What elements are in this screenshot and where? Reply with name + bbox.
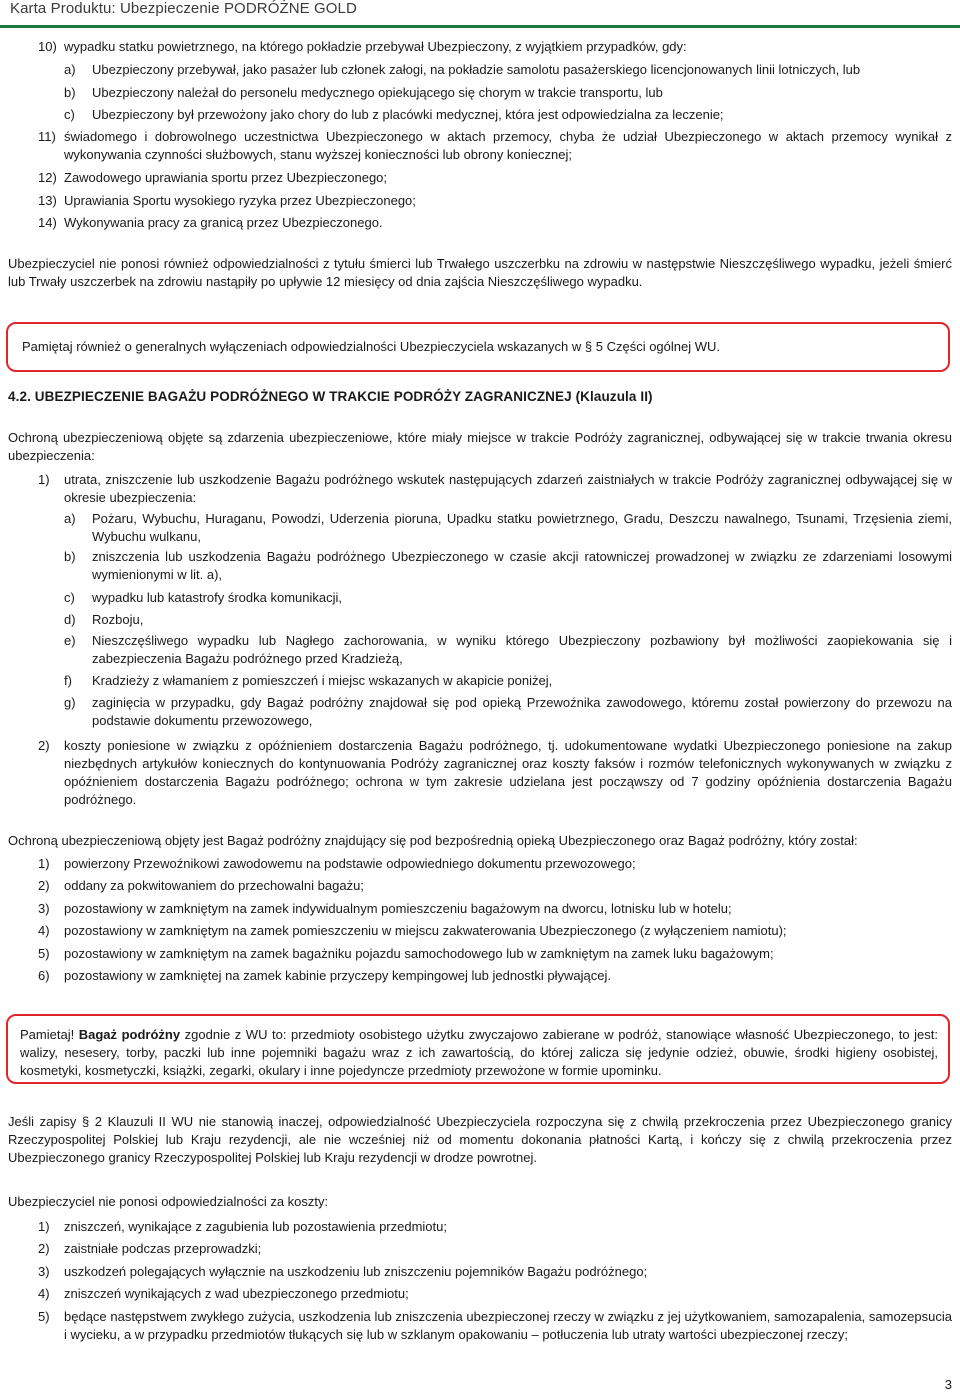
list-item: Pożaru, Wybuchu, Huraganu, Powodzi, Uderzenia pioruna, Upadku statku powietrznego, Gradu, Deszczu nawalnego, Tsunami, Trzęsienia ziemi, Wybuchu wulkanu, — [92, 511, 952, 544]
list-item: Wykonywania pracy za granicą przez Ubezpieczonego. — [64, 215, 383, 230]
note-prefix: Pamietaj! — [20, 1027, 79, 1042]
list-lead: a) — [64, 62, 76, 77]
list-item: oddany za pokwitowaniem do przechowalni bagażu; — [64, 878, 364, 893]
list-lead: 2) — [38, 1241, 50, 1256]
list-item: Ubezpieczony należał do personelu medycznego opiekującego się chorym w trakcie transportu, lub — [92, 85, 663, 100]
list-item: zniszczeń, wynikające z zagubienia lub pozostawienia przedmiotu; — [64, 1219, 447, 1234]
list-item: Zawodowego uprawiania sportu przez Ubezpieczonego; — [64, 170, 388, 185]
list-lead: 2) — [38, 738, 50, 753]
list-item: zniszczenia lub uszkodzenia Bagażu podróżnego Ubezpieczonego w czasie akcji ratowniczej prowadzonej w związku ze zdarzeniami losowymi wymienionymi w lit. a), — [92, 549, 952, 582]
list-lead: 3) — [38, 901, 50, 916]
list-lead: 13) — [38, 193, 57, 208]
list-lead: 5) — [38, 946, 50, 961]
list-lead: c) — [64, 590, 75, 605]
note-text — [20, 1026, 938, 1080]
list-item: będące następstwem zwykłego zużycia, uszkodzenia lub zniszczenia ubezpieczonej rzeczy w związku z jej użytkowaniem, samozapalenia, samozepsucia i wycieku, a w przypadku przedmiotów tłukących się lub w szklanym opakowaniu – potłuczenia lub utraty wartości ubezpieczonej rzeczy; — [64, 1309, 952, 1342]
list-lead: a) — [64, 511, 76, 526]
list-item: Ubezpieczony był przewożony jako chory do lub z placówki medycznej, która jest odpowiedzialna za leczenie; — [92, 107, 724, 122]
note-box-luggage-definition — [6, 1014, 950, 1084]
note-box-general-exclusions — [6, 322, 950, 372]
list-item: zaginięcia w przypadku, gdy Bagaż podróżny znajdował się pod opieką Przewoźnika zawodowego, któremu został powierzony do przewozu na podstawie dokumentu przewozowego, — [92, 695, 952, 728]
paragraph-costs-exclusion: Ubezpieczyciel nie ponosi odpowiedzialności za koszty: — [8, 1194, 329, 1209]
paragraph-coverage-period: Jeśli zapisy § 2 Klauzuli II WU nie stanowią inaczej, odpowiedzialność Ubezpieczyciela rozpoczyna się z chwilą przekroczenia przez Ubezpieczonego granicy Rzeczypospolitej Polskiej lub Kraju rezydencji, ale nie wcześniej niż od momentu dokonania płatności Kartą, i kończy się z chwilą przekroczenia przez Ubezpieczonego granicy Rzeczypospolitej Polskiej lub Kraju rezydencji w drodze powrotnej. — [8, 1114, 952, 1165]
note-bold-term: Bagaż podróżny — [78, 1027, 181, 1042]
list-item: pozostawiony w zamkniętym na zamek pomieszczeniu w miejscu zakwaterowania Ubezpieczonego (z wyłączeniem namiotu); — [64, 923, 787, 938]
paragraph-scope: Ochroną ubezpieczeniową objęte są zdarzenia ubezpieczeniowe, które miały miejsce w trakcie Podróży zagranicznej, odbywającej się w trakcie trwania okresu ubezpieczenia: — [8, 430, 952, 463]
list-item: zniszczeń wynikających z wad ubezpieczonego przedmiotu; — [64, 1286, 409, 1301]
list-lead: 4) — [38, 923, 50, 938]
list-item: wypadku statku powietrznego, na którego pokładzie przebywał Ubezpieczony, z wyjątkiem przypadków, gdy: — [64, 39, 687, 54]
list-lead: 4) — [38, 1286, 50, 1301]
paragraph-death-exclusion: Ubezpieczyciel nie ponosi również odpowiedzialności z tytułu śmierci lub Trwałego uszczerbku na zdrowiu w następstwie Nieszczęśliwego wypadku, jeżeli śmierć lub Trwały uszczerbek na zdrowiu nastąpiły po upływie 12 miesięcy od dnia zajścia Nieszczęśliwego wypadku. — [8, 256, 952, 289]
header-rule — [0, 25, 960, 28]
list-item: świadomego i dobrowolnego uczestnictwa Ubezpieczonego w aktach przemocy, chyba że udział Ubezpieczonego w aktach przemocy wynikał z wykonywania czynności służbowych, stanu wyższej konieczności lub obrony koniecznej; — [64, 129, 952, 162]
list-lead: 5) — [38, 1309, 50, 1324]
list-item: zaistniałe podczas przeprowadzki; — [64, 1241, 262, 1256]
section-title: 4.2. UBEZPIECZENIE BAGAŻU PODRÓŻNEGO W TRAKCIE PODRÓŻY ZAGRANICZNEJ (Klauzula II) — [8, 389, 653, 404]
list-item: pozostawiony w zamkniętym na zamek indywidualnym pomieszczeniu bagażowym na dworcu, lotnisku lub w hotelu; — [64, 901, 732, 916]
note-definition: zgodnie z WU to: przedmioty osobistego użytku zwyczajowo zabierane w podróż, stanowiące własność Ubezpieczonego, to jest: walizy, nesesery, torby, paczki lub inne pojemniki bagażu wraz z ich zawartością, do której zalicza się jedynie odzież, obuwie, środki higieny osobistej, kosmetyki, kosmetyczki, książki, zegarki, okulary i inne pojedyncze przedmioty przewożone w formie upominku. — [20, 1027, 938, 1078]
list-item: pozostawiony w zamkniętym na zamek bagażniku pojazdu samochodowego lub w zamkniętym na zamek luku bagażowym; — [64, 946, 774, 961]
list-lead: b) — [64, 85, 76, 100]
page-number: 3 — [944, 1377, 952, 1392]
list-item: Uprawiania Sportu wysokiego ryzyka przez Ubezpieczonego; — [64, 193, 416, 208]
list-item: Nieszczęśliwego wypadku lub Nagłego zachorowania, w wyniku którego Ubezpieczony pozbawiony był możliwości zaopiekowania się i zabezpieczenia Bagażu podróżnego przed Kradzieżą, — [92, 633, 952, 666]
list-lead: e) — [64, 633, 76, 648]
list-lead: 2) — [38, 878, 50, 893]
list-lead: 14) — [38, 215, 57, 230]
list-lead: 1) — [38, 856, 50, 871]
document-title: Karta Produktu: Ubezpieczenie PODRÓŻNE GOLD — [10, 0, 357, 17]
list-lead: b) — [64, 549, 76, 564]
list-lead: 10) — [38, 39, 57, 54]
list-item: Ubezpieczony przebywał, jako pasażer lub członek załogi, na pokładzie samolotu pasażerskiego licencjonowanych linii lotniczych, lub — [92, 62, 861, 77]
list-item: pozostawiony w zamkniętej na zamek kabinie przyczepy kempingowej lub jednostki pływającej. — [64, 968, 611, 983]
list-item: koszty poniesione w związku z opóźnieniem dostarczenia Bagażu podróżnego, tj. udokumentowane wydatki Ubezpieczonego poniesione na zakup niezbędnych artykułów koniecznych do kontynuowania Podróży zagranicznej oraz koszty faksów i rozmów telefonicznych wykonywanych w związku z opóźnieniem dostarczenia Bagażu podróżnego; ochrona w tym zakresie udzielana jest począwszy od 7 godziny opóźnienia dostarczenia Bagażu podróżnego. — [64, 738, 952, 807]
list-item: Rozboju, — [92, 612, 144, 627]
paragraph-protected: Ochroną ubezpieczeniową objęty jest Bagaż podróżny znajdujący się pod bezpośrednią opieką Ubezpieczonego oraz Bagaż podróżny, który został: — [8, 833, 858, 848]
list-lead: 6) — [38, 968, 50, 983]
list-lead: 12) — [38, 170, 57, 185]
list-lead: 3) — [38, 1264, 50, 1279]
list-lead: c) — [64, 107, 75, 122]
note-text: Pamiętaj również o generalnych wyłączeniach odpowiedzialności Ubezpieczyciela wskazanych w § 5 Części ogólnej WU. — [22, 339, 721, 354]
list-lead: 11) — [38, 129, 56, 144]
list-lead: 1) — [38, 472, 50, 487]
list-lead: d) — [64, 612, 76, 627]
list-item: uszkodzeń polegających wyłącznie na uszkodzeniu lub zniszczeniu pojemników Bagażu podróżnego; — [64, 1264, 648, 1279]
list-item: utrata, zniszczenie lub uszkodzenie Bagażu podróżnego wskutek następujących zdarzeń zaistniałych w trakcie Podróży zagranicznej odbywającej się w okresie ubezpieczenia: — [64, 472, 952, 505]
list-lead: 1) — [38, 1219, 50, 1234]
list-lead: g) — [64, 695, 76, 710]
page-header — [0, 0, 960, 30]
list-lead: f) — [64, 673, 72, 688]
list-item: Kradzieży z włamaniem z pomieszczeń i miejsc wskazanych w akapicie poniżej, — [92, 673, 553, 688]
list-item: powierzony Przewoźnikowi zawodowemu na podstawie odpowiedniego dokumentu przewozowego; — [64, 856, 636, 871]
list-item: wypadku lub katastrofy środka komunikacji, — [92, 590, 343, 605]
